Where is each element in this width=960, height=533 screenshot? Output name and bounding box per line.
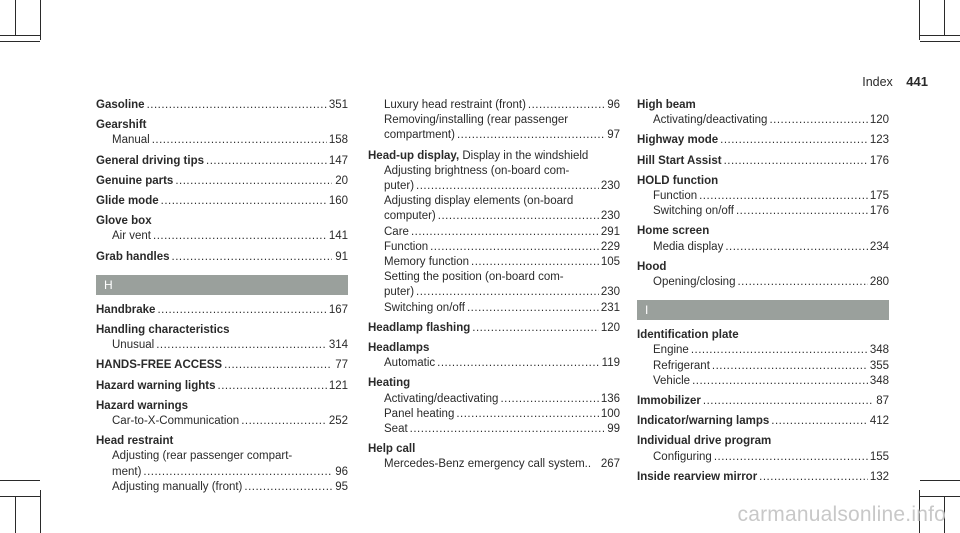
- entry-text: Care: [384, 225, 409, 238]
- crop-mark: [920, 41, 960, 42]
- crop-mark: [944, 0, 945, 36]
- leader-dots: [172, 250, 333, 265]
- leader-dots: [410, 422, 604, 437]
- page-ref: 351: [328, 99, 348, 111]
- entry-text: Activating/deactivating: [384, 392, 499, 405]
- entry-title-suffix: Display in the windshield: [462, 149, 589, 162]
- index-entry: [637, 328, 889, 389]
- entry-text: Luxury head restraint (front): [384, 99, 526, 111]
- entry-text: Memory function: [384, 256, 470, 269]
- entry-text: Grab handles: [96, 250, 170, 263]
- entry-text: Activating/deactivating: [653, 114, 768, 127]
- index-entry-heading[interactable]: [637, 260, 889, 275]
- index-entry-main[interactable]: [96, 358, 348, 373]
- crop-mark: [919, 0, 920, 40]
- entry-text: compartment): [384, 129, 455, 142]
- page-ref: 160: [328, 195, 348, 208]
- page-ref: 230: [600, 210, 620, 223]
- sub-entry[interactable]: [96, 414, 348, 429]
- index-entry-heading[interactable]: [368, 341, 620, 356]
- index-entry-heading[interactable]: [637, 174, 889, 189]
- sub-entry[interactable]: [96, 338, 348, 353]
- entry-text: Seat: [384, 423, 408, 436]
- leader-dots: [416, 179, 599, 194]
- crop-mark: [920, 35, 960, 36]
- sub-entry[interactable]: [637, 204, 889, 219]
- page-ref: 314: [328, 339, 348, 352]
- crop-mark: [15, 496, 16, 533]
- leader-dots: [456, 407, 598, 422]
- sub-entry[interactable]: [368, 240, 620, 255]
- entry-text: Air vent: [112, 230, 151, 243]
- index-entry-heading[interactable]: [96, 214, 348, 229]
- sub-entry-text: Adjusting (rear passenger compart-: [112, 450, 293, 463]
- index-entry-heading[interactable]: [637, 328, 889, 343]
- index-entry: [96, 379, 348, 394]
- entry-title: Identification plate: [637, 329, 739, 342]
- entry-text: puter): [384, 180, 415, 193]
- entry-text: Handbrake: [96, 303, 156, 316]
- index-entry-main[interactable]: [96, 194, 348, 209]
- index-entry-main[interactable]: [637, 394, 889, 409]
- leader-dots: [500, 392, 598, 407]
- sub-entry[interactable]: [368, 225, 620, 240]
- leader-dots: [699, 189, 868, 204]
- index-entry-main[interactable]: [637, 414, 889, 429]
- entry-title: Heating: [368, 377, 411, 390]
- sub-entry[interactable]: [637, 359, 889, 374]
- index-entry-main[interactable]: [368, 321, 620, 336]
- page-ref: 20: [335, 174, 348, 187]
- index-entry-main[interactable]: [96, 250, 348, 265]
- leader-dots: [724, 154, 868, 169]
- sub-entry[interactable]: [637, 450, 889, 465]
- page-ref: 121: [328, 379, 348, 392]
- leader-dots: [703, 394, 873, 409]
- leader-dots: [143, 465, 332, 480]
- page-ref: 167: [328, 303, 348, 316]
- entry-text: Manual: [112, 134, 150, 147]
- index-entry: [96, 323, 348, 353]
- index-entry: [96, 98, 348, 113]
- index-entry-main[interactable]: [96, 379, 348, 394]
- page-number: 441: [906, 74, 928, 89]
- index-entry: [368, 442, 620, 472]
- sub-entry[interactable]: [368, 407, 620, 422]
- entry-title: Individual drive program: [637, 435, 772, 448]
- entry-title: Home screen: [637, 225, 710, 238]
- crop-mark: [15, 0, 16, 36]
- leader-dots: [218, 379, 327, 394]
- crop-mark: [40, 490, 41, 533]
- sub-entry[interactable]: [637, 275, 889, 290]
- sub-entry[interactable]: [368, 457, 620, 472]
- sub-entry[interactable]: [368, 392, 620, 407]
- index-entry: [637, 154, 889, 169]
- entry-title: Hazard warnings: [96, 399, 189, 412]
- leader-dots: [241, 414, 327, 429]
- sub-entry-text: Adjusting display elements (on-board: [384, 195, 574, 208]
- index-column-2: [368, 98, 620, 478]
- leader-dots: [472, 321, 599, 336]
- index-entry: [637, 174, 889, 220]
- index-entry-heading[interactable]: [96, 323, 348, 338]
- page-ref: 97: [607, 129, 620, 142]
- page-ref: 348: [869, 374, 889, 387]
- sub-entry[interactable]: [368, 179, 620, 194]
- index-entry-main[interactable]: [637, 133, 889, 148]
- index-entry-main[interactable]: [637, 154, 889, 169]
- entry-text: Opening/closing: [653, 276, 736, 289]
- watermark: carmanualsonline.info: [737, 503, 946, 526]
- index-entry-heading[interactable]: [96, 118, 348, 133]
- index-entry-main[interactable]: [96, 154, 348, 169]
- sub-entry[interactable]: [368, 301, 620, 316]
- page-ref: 355: [869, 359, 889, 372]
- page-header: [862, 74, 928, 89]
- leader-dots: [438, 209, 599, 224]
- section-title: Index: [862, 75, 893, 89]
- index-entry: [96, 250, 348, 265]
- leader-dots: [771, 414, 868, 429]
- entry-text: ment): [112, 465, 142, 478]
- page-ref: 87: [876, 395, 889, 408]
- sub-entry[interactable]: [637, 374, 889, 389]
- page-ref: 77: [335, 359, 348, 372]
- index-entry-heading[interactable]: [637, 434, 889, 449]
- sub-entry[interactable]: [96, 480, 348, 495]
- entry-text: Highway mode: [637, 134, 719, 147]
- page-ref: 147: [328, 154, 348, 167]
- sub-entry[interactable]: [368, 422, 620, 437]
- sub-entry[interactable]: [368, 209, 620, 224]
- page-ref: 136: [600, 392, 620, 405]
- page-ref: 155: [869, 450, 889, 463]
- sub-entry[interactable]: [637, 113, 889, 128]
- index-entry: [368, 376, 620, 437]
- crop-mark: [40, 0, 41, 40]
- leader-dots: [759, 470, 868, 485]
- entry-title: HOLD function: [637, 174, 719, 187]
- leader-dots: [528, 98, 604, 113]
- page-ref: 158: [328, 134, 348, 147]
- page-ref: 176: [869, 205, 889, 218]
- entry-title: Handling characteristics: [96, 324, 230, 337]
- crop-mark: [0, 496, 40, 497]
- leader-dots: [244, 480, 332, 495]
- letter-header: H: [96, 275, 348, 295]
- index-entry: [96, 358, 348, 373]
- page-ref: 141: [328, 230, 348, 243]
- leader-dots: [471, 255, 599, 270]
- entry-text: Car-to-X-Communication: [112, 415, 240, 428]
- sub-entry[interactable]: [368, 98, 620, 113]
- sub-entry[interactable]: [637, 189, 889, 204]
- letter-header: I: [637, 300, 889, 320]
- leader-dots: [157, 303, 326, 318]
- entry-text: Media display: [653, 240, 724, 253]
- crop-mark: [0, 480, 40, 481]
- entry-text: Mercedes-Benz emergency call system..: [384, 458, 592, 471]
- page-ref: 123: [869, 134, 889, 147]
- entry-title: Head restraint: [96, 435, 174, 448]
- index-entry: [96, 214, 348, 244]
- leader-dots: [224, 358, 332, 373]
- entry-text: Glide mode: [96, 195, 159, 208]
- leader-dots: [712, 359, 868, 374]
- index-column-3: [637, 98, 889, 490]
- index-entry-main[interactable]: [96, 303, 348, 318]
- page-ref: 230: [600, 286, 620, 299]
- leader-dots: [153, 229, 327, 244]
- index-entry: [96, 434, 348, 495]
- index-entry-heading[interactable]: [637, 98, 889, 113]
- index-entry: [637, 133, 889, 148]
- index-column-1: [96, 98, 348, 500]
- index-entry-heading[interactable]: [637, 224, 889, 239]
- sub-entry[interactable]: [637, 343, 889, 358]
- sub-entry[interactable]: [96, 465, 348, 480]
- index-entry: [96, 118, 348, 148]
- leader-dots: [457, 128, 604, 143]
- entry-text: General driving tips: [96, 154, 204, 167]
- crop-mark: [920, 496, 960, 497]
- page-ref: 412: [869, 415, 889, 428]
- page-ref: 120: [869, 114, 889, 127]
- index-entry: [368, 149, 620, 316]
- entry-text: Genuine parts: [96, 174, 174, 187]
- entry-text: Engine: [653, 344, 689, 357]
- page-ref: 348: [869, 344, 889, 357]
- page-ref: 91: [335, 250, 348, 263]
- sub-entry-text: Adjusting brightness (on-board com-: [384, 164, 570, 177]
- index-entry: [96, 154, 348, 169]
- page-ref: 229: [600, 240, 620, 253]
- page-ref: 105: [600, 256, 620, 269]
- entry-text: Unusual: [112, 339, 155, 352]
- index-entry: [637, 434, 889, 464]
- page-ref: 95: [335, 480, 348, 493]
- entry-text: HANDS-FREE ACCESS: [96, 359, 223, 372]
- sub-entry-text: Setting the position (on-board com-: [384, 271, 564, 284]
- index-entry-heading[interactable]: [368, 376, 620, 391]
- page-ref: 267: [600, 458, 620, 471]
- page-ref: 230: [600, 180, 620, 193]
- index-entry-heading[interactable]: [368, 442, 620, 457]
- page-ref: 280: [869, 276, 889, 289]
- index-entry: [96, 174, 348, 189]
- entry-text: Vehicle: [653, 374, 691, 387]
- index-entry: [96, 399, 348, 429]
- page-ref: 175: [869, 190, 889, 203]
- index-entry-heading[interactable]: [368, 149, 620, 164]
- entry-text: puter): [384, 286, 415, 299]
- leader-dots: [736, 204, 868, 219]
- sub-entry[interactable]: [96, 133, 348, 148]
- entry-title: Headlamps: [368, 342, 430, 355]
- sub-entry[interactable]: [368, 128, 620, 143]
- page-ref: 176: [869, 154, 889, 167]
- entry-text: Hazard warning lights: [96, 379, 216, 392]
- entry-title: Glove box: [96, 215, 152, 228]
- leader-dots: [147, 98, 327, 113]
- leader-dots: [769, 113, 867, 128]
- leader-dots: [720, 133, 868, 148]
- page-ref: 132: [869, 470, 889, 483]
- sub-entry-text: Removing/installing (rear passenger: [384, 114, 569, 127]
- leader-dots: [467, 301, 599, 316]
- page-ref: 96: [335, 465, 348, 478]
- leader-dots: [725, 240, 867, 255]
- entry-title: Head-up display,: [368, 149, 460, 162]
- entry-text: Hill Start Assist: [637, 154, 722, 167]
- sub-entry[interactable]: [368, 255, 620, 270]
- leader-dots: [437, 356, 600, 371]
- index-entry-heading[interactable]: [96, 399, 348, 414]
- index-entry: [96, 194, 348, 209]
- page-ref: 291: [600, 225, 620, 238]
- entry-text: Gasoline: [96, 99, 145, 111]
- entry-text: Immobilizer: [637, 395, 701, 408]
- crop-mark: [0, 35, 40, 36]
- leader-dots: [152, 133, 327, 148]
- entry-text: computer): [384, 210, 436, 223]
- page-ref: 252: [328, 415, 348, 428]
- index-entry: [368, 321, 620, 336]
- index-entry: [637, 394, 889, 409]
- entry-title: Hood: [637, 260, 667, 273]
- leader-dots: [691, 343, 868, 358]
- index-entry-heading[interactable]: [96, 434, 348, 449]
- entry-text: Function: [653, 190, 698, 203]
- entry-text: Inside rearview mirror: [637, 470, 758, 483]
- index-entry: [368, 98, 620, 144]
- entry-text: Headlamp flashing: [368, 321, 471, 334]
- leader-dots: [692, 374, 868, 389]
- page-ref: 119: [601, 357, 620, 370]
- leader-dots: [416, 285, 599, 300]
- index-entry: [637, 414, 889, 429]
- entry-title: Help call: [368, 443, 416, 456]
- leader-dots: [175, 174, 332, 189]
- sub-entry[interactable]: [368, 356, 620, 371]
- leader-dots: [737, 275, 867, 290]
- index-entry: [637, 224, 889, 254]
- entry-text: Adjusting manually (front): [112, 480, 243, 493]
- entry-title: Gearshift: [96, 119, 147, 132]
- entry-text: Indicator/warning lamps: [637, 415, 770, 428]
- leader-dots: [206, 154, 327, 169]
- entry-text: Configuring: [653, 450, 712, 463]
- page-ref: 100: [600, 407, 620, 420]
- index-entry: [637, 260, 889, 290]
- index-entry: [96, 303, 348, 318]
- entry-text: Automatic: [384, 357, 436, 370]
- sub-entry[interactable]: [368, 285, 620, 300]
- entry-text: Switching on/off: [384, 301, 465, 314]
- page-ref: 231: [600, 301, 620, 314]
- crop-mark: [920, 480, 960, 481]
- page-ref: 120: [600, 321, 620, 334]
- leader-dots: [161, 194, 327, 209]
- index-entry-main[interactable]: [96, 98, 348, 113]
- sub-entry[interactable]: [637, 240, 889, 255]
- entry-text: Refrigerant: [653, 359, 710, 372]
- leader-dots: [430, 240, 599, 255]
- entry-text: Panel heating: [384, 407, 455, 420]
- leader-dots: [714, 450, 868, 465]
- page-ref: 96: [607, 99, 620, 111]
- index-entry-main[interactable]: [96, 174, 348, 189]
- page-ref: 234: [869, 240, 889, 253]
- index-entry: [637, 470, 889, 485]
- index-entry: [637, 98, 889, 128]
- index-entry: [368, 341, 620, 371]
- entry-text: Switching on/off: [653, 205, 734, 218]
- entry-title: High beam: [637, 99, 696, 111]
- page-ref: 99: [607, 423, 620, 436]
- entry-text: Function: [384, 240, 429, 253]
- leader-dots: [156, 338, 327, 353]
- index-entry-main[interactable]: [637, 470, 889, 485]
- crop-mark: [0, 41, 40, 42]
- leader-dots: [411, 225, 599, 240]
- sub-entry[interactable]: [96, 229, 348, 244]
